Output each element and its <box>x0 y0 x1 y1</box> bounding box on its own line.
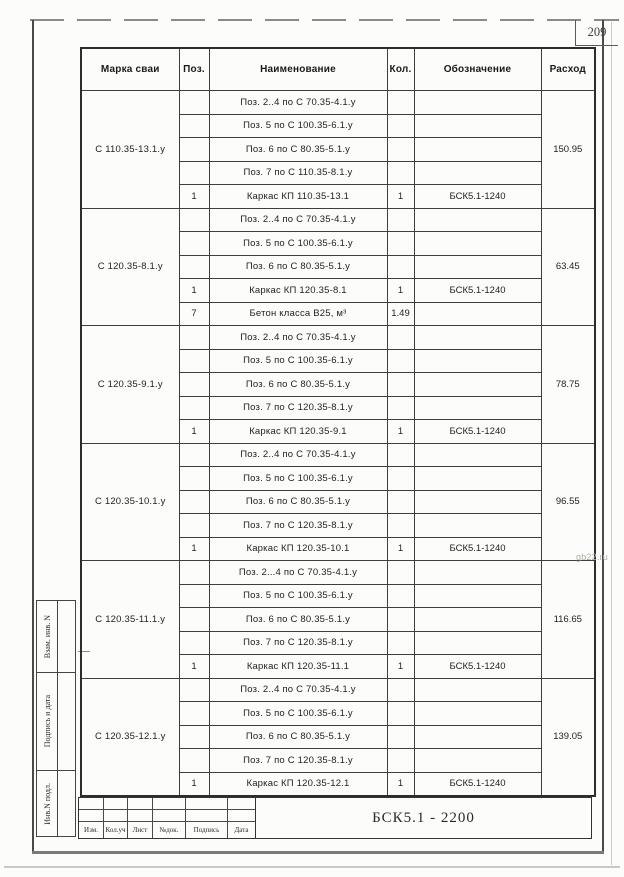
name-cell: Поз. 6 по С 80.35-5.1.у <box>209 255 387 279</box>
table-header-row <box>81 48 595 91</box>
name-cell: Поз. 2..4 по С 70.35-4.1.у <box>209 91 387 115</box>
quantity-cell <box>387 232 414 256</box>
pile-mark-cell: С 120.35-10.1.у <box>81 443 179 561</box>
pile-specification-table <box>80 47 596 797</box>
stamp-cell-empty <box>58 673 75 770</box>
position-cell <box>179 490 209 514</box>
name-cell: Поз. 7 по С 120.35-8.1.у <box>209 514 387 538</box>
position-cell <box>179 114 209 138</box>
revision-label-data: Дата <box>234 826 249 834</box>
designation-cell <box>414 561 541 585</box>
designation-cell <box>414 584 541 608</box>
position-cell <box>179 608 209 632</box>
position-cell: 1 <box>179 655 209 679</box>
name-cell: Каркас КП 120.35-9.1 <box>209 420 387 444</box>
revision-cell <box>79 798 104 810</box>
consumption-cell: 139.05 <box>541 678 595 796</box>
position-cell: 1 <box>179 772 209 796</box>
quantity-cell <box>387 561 414 585</box>
designation-cell: БСК5.1-1240 <box>414 185 541 209</box>
quantity-cell <box>387 678 414 702</box>
frame-top-line <box>30 19 619 21</box>
header-designation: Обозначение <box>414 48 541 91</box>
quantity-cell <box>387 373 414 397</box>
name-cell: Поз. 5 по С 100.35-6.1.у <box>209 702 387 726</box>
designation-cell: БСК5.1-1240 <box>414 279 541 303</box>
header-quantity: Кол. <box>387 48 414 91</box>
name-cell: Поз. 5 по С 100.35-6.1.у <box>209 467 387 491</box>
name-cell: Поз. 2..4 по С 70.35-4.1.у <box>209 678 387 702</box>
quantity-cell <box>387 608 414 632</box>
designation-cell <box>414 608 541 632</box>
position-cell <box>179 561 209 585</box>
header-pile-mark: Марка сваи <box>81 48 179 91</box>
consumption-cell: 96.55 <box>541 443 595 561</box>
position-cell <box>179 326 209 350</box>
quantity-cell <box>387 443 414 467</box>
position-cell <box>179 514 209 538</box>
revision-cell <box>153 810 186 822</box>
revision-cell <box>186 798 228 810</box>
quantity-cell <box>387 467 414 491</box>
stamp-label-inv-podl: Инв.N подл. <box>42 782 52 825</box>
designation-cell <box>414 114 541 138</box>
position-cell <box>179 467 209 491</box>
revision-cell <box>128 798 153 810</box>
revision-cell <box>228 798 255 810</box>
position-cell <box>179 631 209 655</box>
designation-cell <box>414 631 541 655</box>
name-cell: Поз. 2..4 по С 70.35-4.1.у <box>209 443 387 467</box>
name-cell: Поз. 5 по С 100.35-6.1.у <box>209 584 387 608</box>
revision-cell <box>186 810 228 822</box>
designation-cell: БСК5.1-1240 <box>414 772 541 796</box>
name-cell: Поз. 5 по С 100.35-6.1.у <box>209 232 387 256</box>
quantity-cell <box>387 326 414 350</box>
quantity-cell <box>387 208 414 232</box>
stamp-cell <box>37 601 58 672</box>
quantity-cell: 1 <box>387 420 414 444</box>
position-cell <box>179 443 209 467</box>
header-consumption: Расход <box>541 48 595 91</box>
position-cell <box>179 255 209 279</box>
designation-cell <box>414 467 541 491</box>
page-edge-shadow-line <box>4 866 620 868</box>
quantity-cell <box>387 91 414 115</box>
name-cell: Поз. 6 по С 80.35-5.1.у <box>209 725 387 749</box>
quantity-cell: 1 <box>387 772 414 796</box>
pile-mark-cell: С 120.35-12.1.у <box>81 678 179 796</box>
frame-left-line <box>32 20 34 853</box>
designation-cell <box>414 326 541 350</box>
stamp-cell <box>37 771 58 836</box>
designation-cell <box>414 232 541 256</box>
designation-cell <box>414 373 541 397</box>
name-cell: Бетон класса В25, м³ <box>209 302 387 326</box>
position-cell: 1 <box>179 420 209 444</box>
designation-cell <box>414 302 541 326</box>
position-cell <box>179 678 209 702</box>
revision-cell <box>104 798 128 810</box>
quantity-cell <box>387 255 414 279</box>
name-cell: Поз. 7 по С 120.35-8.1.у <box>209 396 387 420</box>
pile-mark-cell: С 110.35-13.1.у <box>81 91 179 209</box>
stamp-row-inv-podl <box>36 770 76 837</box>
quantity-cell <box>387 114 414 138</box>
stamp-label-podpis-data: Подпись и дата <box>42 695 52 748</box>
table-row <box>81 326 595 350</box>
quantity-cell: 1.49 <box>387 302 414 326</box>
stamp-row-vzam-inv <box>36 600 76 673</box>
name-cell: Каркас КП 120.35-8.1 <box>209 279 387 303</box>
name-cell: Поз. 2..4 по С 70.35-4.1.у <box>209 326 387 350</box>
name-cell: Поз. 5 по С 100.35-6.1.у <box>209 114 387 138</box>
position-cell: 1 <box>179 185 209 209</box>
frame-right-faint-line <box>611 22 612 865</box>
table-row <box>81 208 595 232</box>
position-cell: 1 <box>179 279 209 303</box>
name-cell: Каркас КП 120.35-12.1 <box>209 772 387 796</box>
quantity-cell <box>387 514 414 538</box>
revision-cell <box>228 810 255 822</box>
quantity-cell <box>387 631 414 655</box>
designation-cell <box>414 349 541 373</box>
consumption-cell: 78.75 <box>541 326 595 444</box>
name-cell: Поз. 6 по С 80.35-5.1.у <box>209 373 387 397</box>
pile-mark-cell: С 120.35-9.1.у <box>81 326 179 444</box>
title-block <box>78 797 592 839</box>
frame-right-line <box>602 20 604 853</box>
quantity-cell: 1 <box>387 537 414 561</box>
name-cell: Поз. 2..4 по С 70.35-4.1.у <box>209 208 387 232</box>
position-cell <box>179 161 209 185</box>
quantity-cell <box>387 749 414 773</box>
pile-mark-cell: С 120.35-11.1.у <box>81 561 179 679</box>
designation-cell <box>414 702 541 726</box>
name-cell: Поз. 6 по С 80.35-5.1.у <box>209 608 387 632</box>
position-cell <box>179 138 209 162</box>
name-cell: Поз. 7 по С 120.35-8.1.у <box>209 631 387 655</box>
stamp-cell-empty <box>58 771 75 836</box>
designation-cell <box>414 138 541 162</box>
header-position: Поз. <box>179 48 209 91</box>
designation-cell: БСК5.1-1240 <box>414 420 541 444</box>
pile-table-body <box>81 91 595 797</box>
name-cell: Поз. 6 по С 80.35-5.1.у <box>209 490 387 514</box>
name-cell: Каркас КП 110.35-13.1 <box>209 185 387 209</box>
designation-cell <box>414 443 541 467</box>
consumption-cell: 150.95 <box>541 91 595 209</box>
name-cell: Каркас КП 120.35-10.1 <box>209 537 387 561</box>
stamp-row-podpis-data <box>36 672 76 771</box>
revision-label-izm: Изм. <box>79 822 104 838</box>
revision-label-koluch: Кол.уч <box>104 822 128 838</box>
stamp-cell-empty <box>58 601 75 672</box>
position-cell <box>179 702 209 726</box>
position-cell: 1 <box>179 537 209 561</box>
position-cell <box>179 725 209 749</box>
name-cell: Поз. 6 по С 80.35-5.1.у <box>209 138 387 162</box>
designation-cell <box>414 208 541 232</box>
revision-cell <box>128 810 153 822</box>
page-number: 209 <box>587 25 607 39</box>
table-row <box>81 91 595 115</box>
position-cell <box>179 584 209 608</box>
consumption-cell: 116.65 <box>541 561 595 679</box>
quantity-cell <box>387 396 414 420</box>
name-cell: Поз. 7 по С 110.35-8.1.у <box>209 161 387 185</box>
name-cell: Каркас КП 120.35-11.1 <box>209 655 387 679</box>
designation-cell <box>414 161 541 185</box>
quantity-cell <box>387 349 414 373</box>
position-cell <box>179 373 209 397</box>
stamp-sidebar <box>36 600 76 837</box>
revision-cell <box>104 810 128 822</box>
designation-cell <box>414 255 541 279</box>
revision-cell <box>79 810 104 822</box>
quantity-cell: 1 <box>387 279 414 303</box>
designation-cell <box>414 725 541 749</box>
designation-cell <box>414 514 541 538</box>
position-cell <box>179 208 209 232</box>
quantity-cell <box>387 161 414 185</box>
name-cell: Поз. 7 по С 120.35-8.1.у <box>209 749 387 773</box>
position-cell <box>179 749 209 773</box>
quantity-cell <box>387 702 414 726</box>
designation-cell: БСК5.1-1240 <box>414 655 541 679</box>
page-number-box <box>575 20 618 46</box>
quantity-cell <box>387 584 414 608</box>
table-row <box>81 443 595 467</box>
frame-bottom-line <box>32 851 604 854</box>
document-number: БСК5.1 - 2200 <box>372 809 475 826</box>
header-name: Наименование <box>209 48 387 91</box>
watermark-text: gb22.ru <box>576 552 608 562</box>
designation-cell <box>414 490 541 514</box>
revision-label-list: Лист <box>128 822 153 838</box>
quantity-cell <box>387 138 414 162</box>
designation-cell <box>414 749 541 773</box>
name-cell: Поз. 2...4 по С 70.35-4.1.у <box>209 561 387 585</box>
revision-label-podpis: Подпись <box>186 822 228 838</box>
position-cell: 7 <box>179 302 209 326</box>
designation-cell <box>414 396 541 420</box>
table-row <box>81 678 595 702</box>
position-cell <box>179 91 209 115</box>
revision-table <box>79 798 256 838</box>
designation-cell: БСК5.1-1240 <box>414 537 541 561</box>
designation-cell <box>414 678 541 702</box>
position-cell <box>179 232 209 256</box>
stamp-label-vzam-inv: Взам. инв. N <box>42 614 52 659</box>
stamp-cell <box>37 673 58 770</box>
pile-mark-cell: С 120.35-8.1.у <box>81 208 179 326</box>
quantity-cell <box>387 725 414 749</box>
revision-cell <box>153 798 186 810</box>
quantity-cell: 1 <box>387 655 414 679</box>
quantity-cell <box>387 490 414 514</box>
consumption-cell: 63.45 <box>541 208 595 326</box>
name-cell: Поз. 5 по С 100.35-6.1.у <box>209 349 387 373</box>
table-row <box>81 561 595 585</box>
revision-label-ndok: №док. <box>153 822 186 838</box>
quantity-cell: 1 <box>387 185 414 209</box>
designation-cell <box>414 91 541 115</box>
position-cell <box>179 349 209 373</box>
position-cell <box>179 396 209 420</box>
